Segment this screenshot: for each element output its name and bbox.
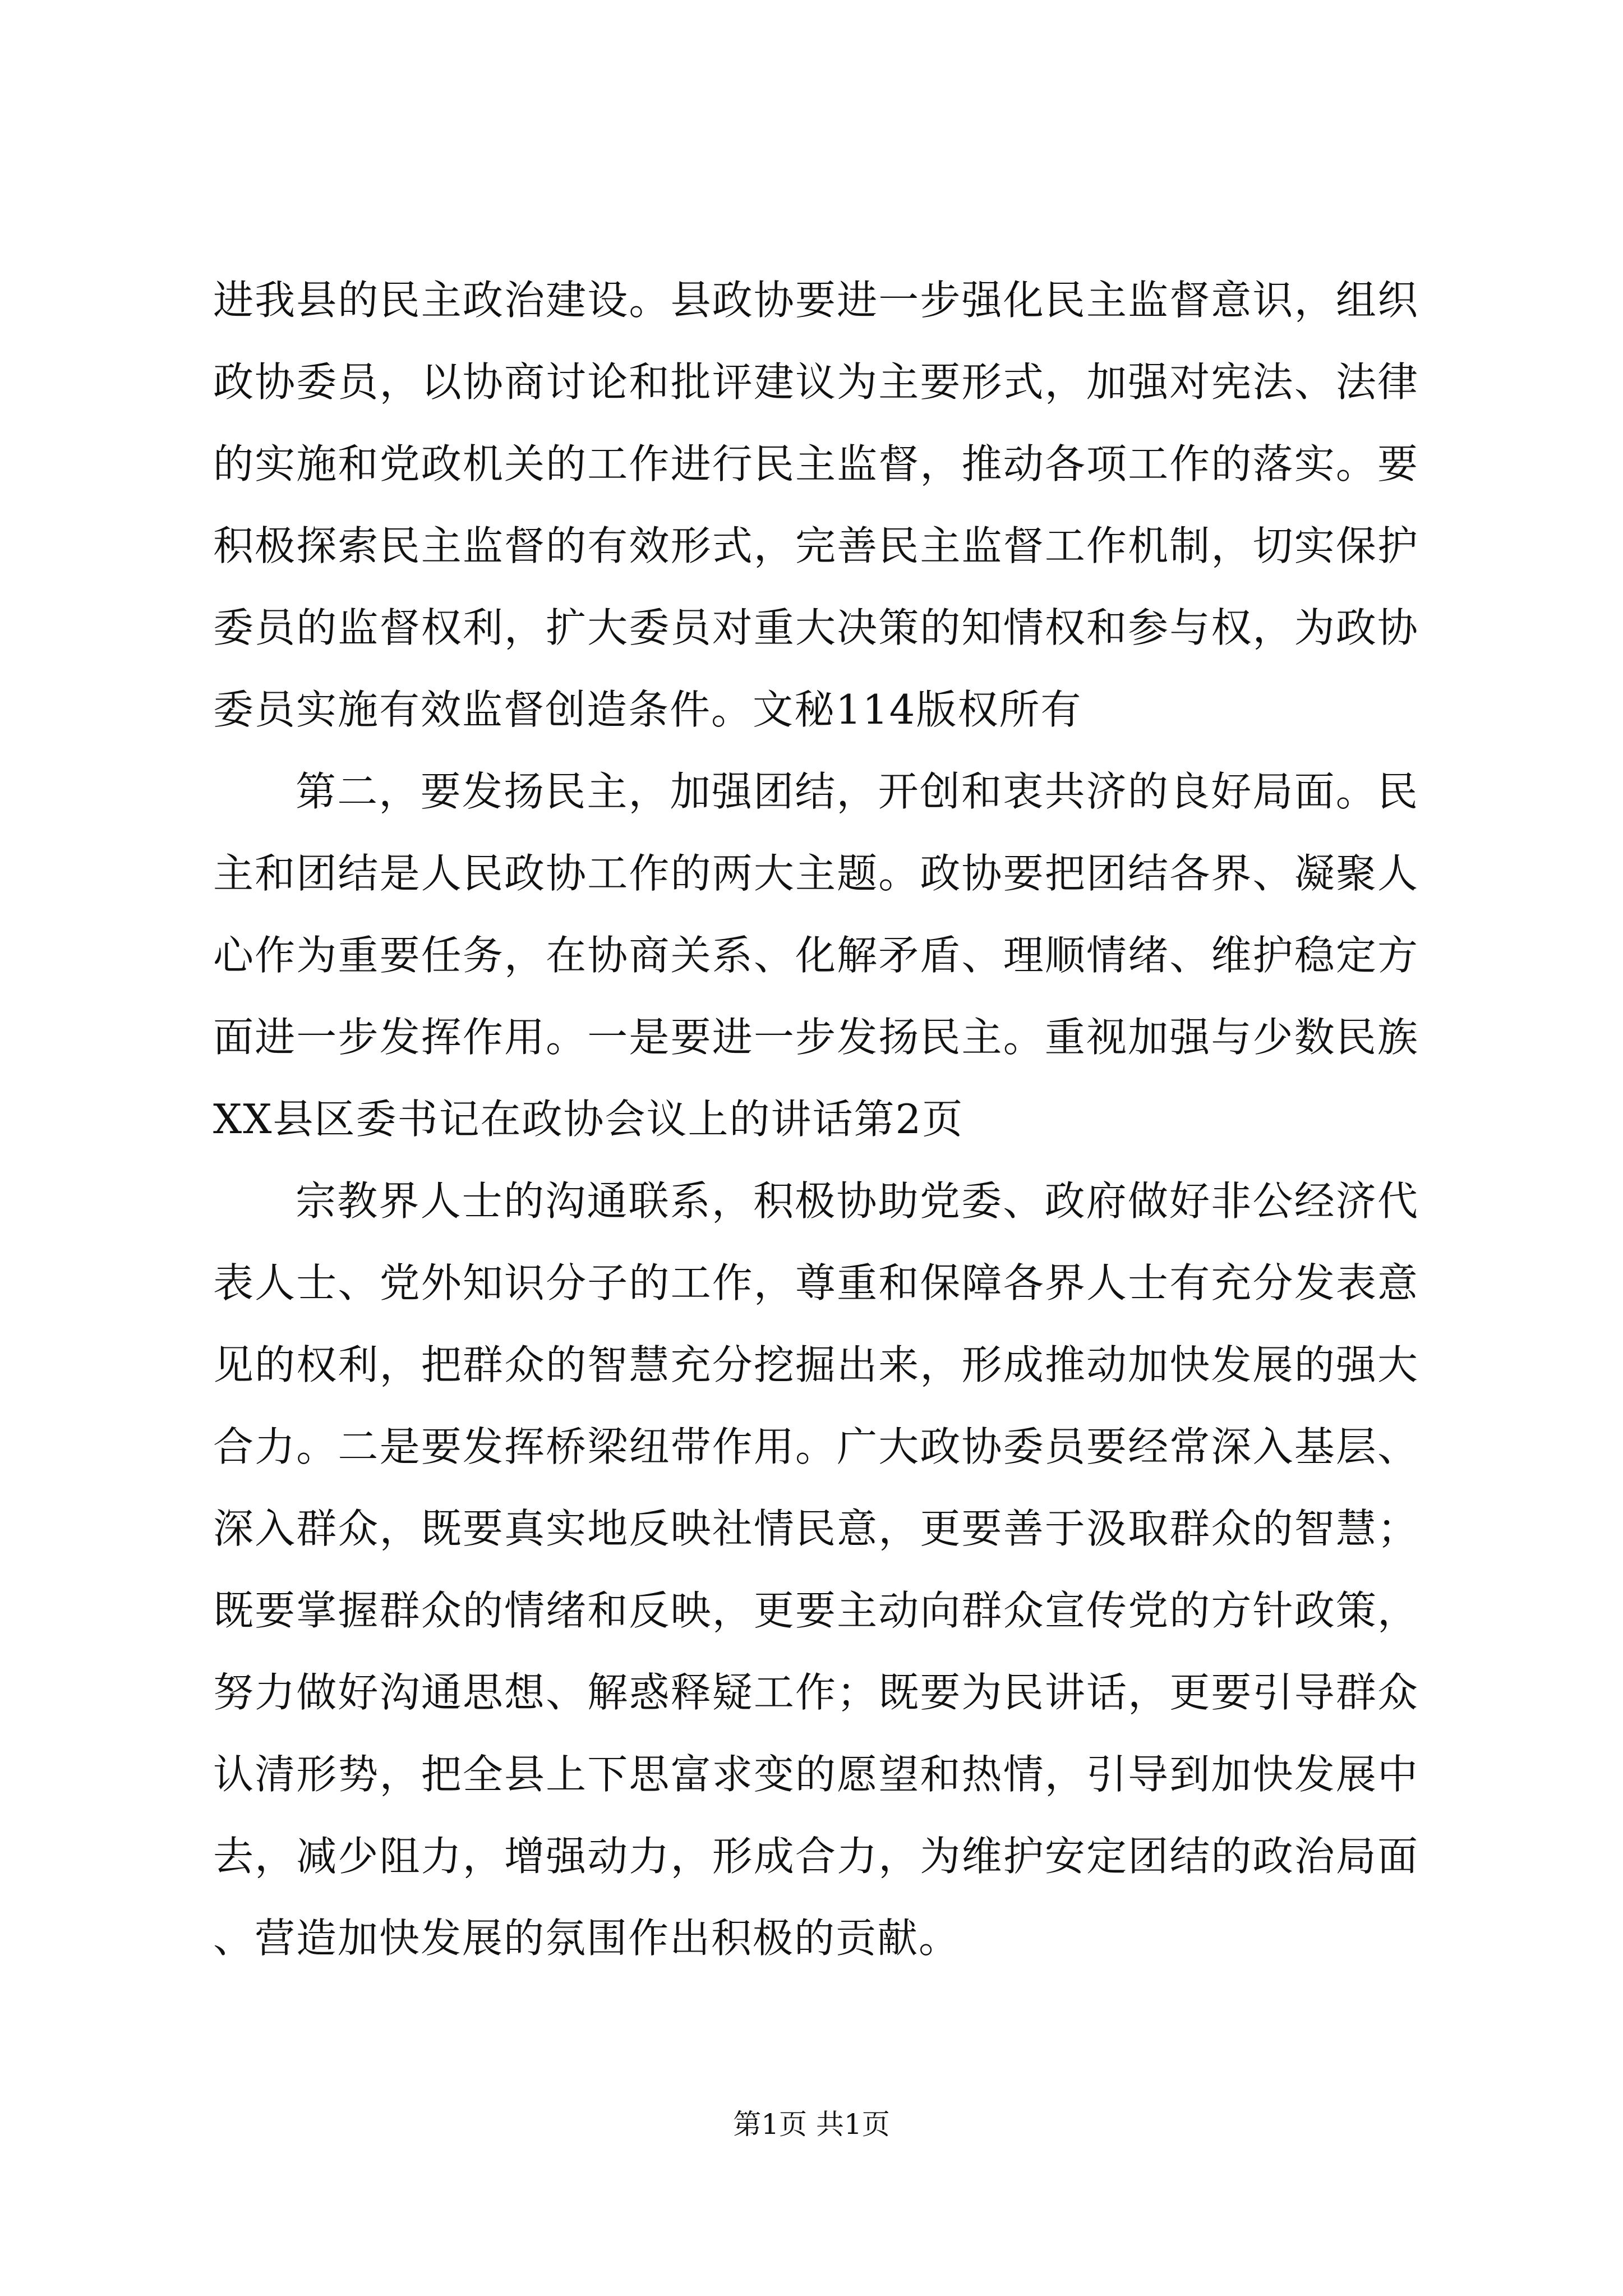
- paragraph-2: 第二，要发扬民主，加强团结，开创和衷共济的良好局面。民主和团结是人民政协工作的两大主题。政协要把团结各界、凝聚人心作为重要任务，在协商关系、化解矛盾、理顺情绪、维护稳定方面进一步发挥作用。一是要进一步发扬民主。重视加强与少数民族XX县区委书记在政协会议上的讲话第2页: [213, 768, 1419, 1143]
- page-footer: 第1页 共1页: [733, 2108, 890, 2141]
- document-body: [213, 259, 1419, 1979]
- paragraph-3: 宗教界人士的沟通联系，积极协助党委、政府做好非公经济代表人士、党外知识分子的工作，尊重和保障各界人士有充分发表意见的权利，把群众的智慧充分挖掘出来，形成推动加快发展的强大合力。二是要发挥桥梁纽带作用。广大政协委员要经常深入基层、深入群众，既要真实地反映社情民意，更要善于汲取群众的智慧；既要掌握群众的情绪和反映，更要主动向群众宣传党的方针政策，努力做好沟通思想、解惑释疑工作；既要为民讲话，更要引导群众认清形势，把全县上下思富求变的愿望和热情，引导到加快发展中去，减少阻力，增强动力，形成合力，为维护安定团结的政治局面、营造加快发展的氛围作出积极的贡献。: [213, 1177, 1419, 1962]
- paragraph-1: 进我县的民主政治建设。县政协要进一步强化民主监督意识，组织政协委员，以协商讨论和批评建议为主要形式，加强对宪法、法律的实施和党政机关的工作进行民主监督，推动各项工作的落实。要积极探索民主监督的有效形式，完善民主监督工作机制，切实保护委员的监督权利，扩大委员对重大决策的知情权和参与权，为政协委员实施有效监督创造条件。文秘114版权所有: [213, 277, 1419, 733]
